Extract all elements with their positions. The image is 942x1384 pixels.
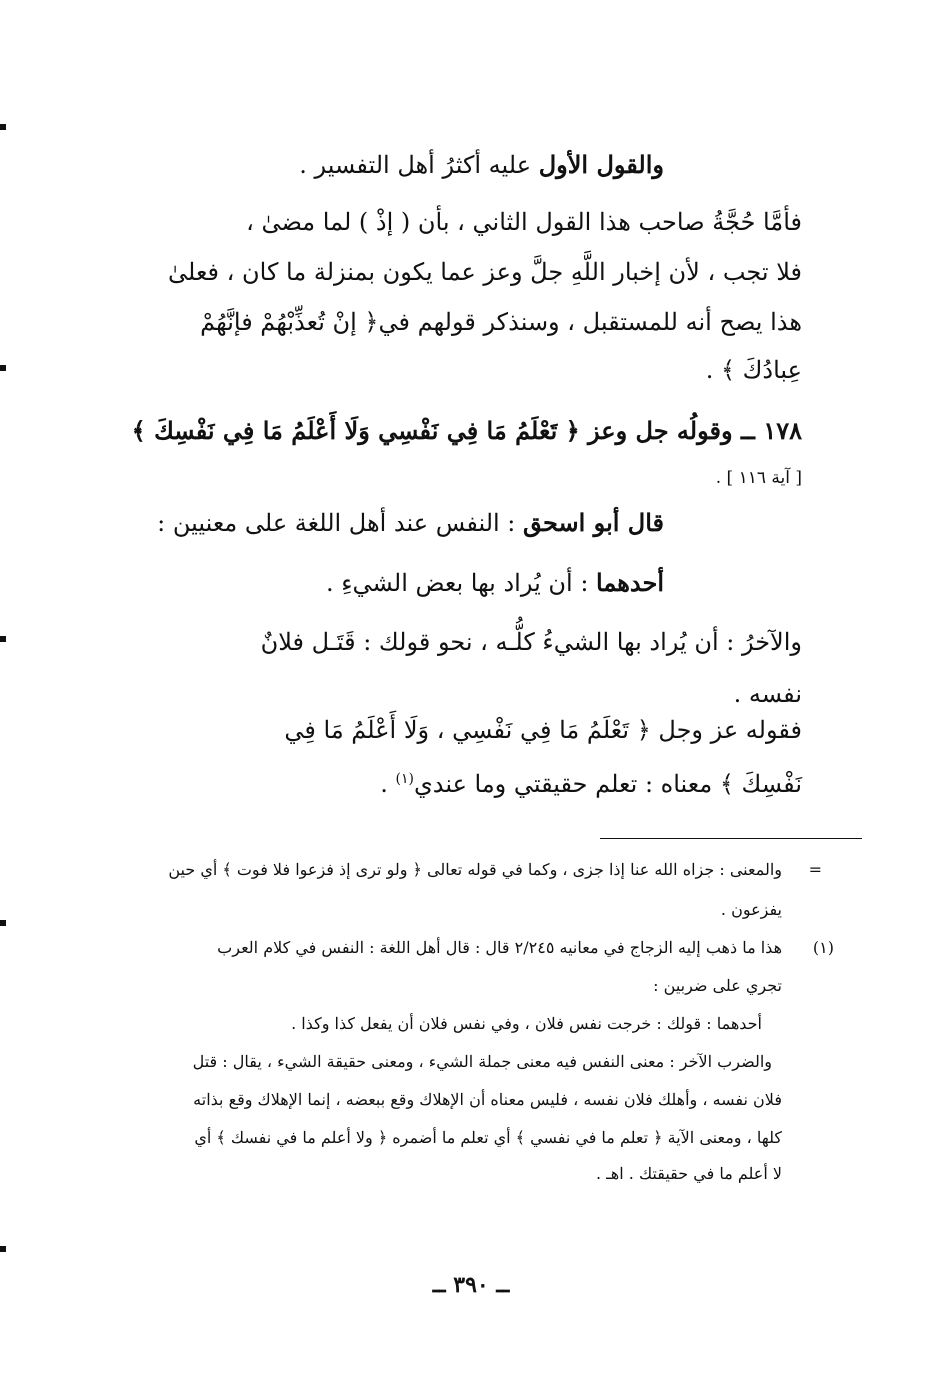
scan-edge-mark (0, 636, 6, 642)
footnote-1-line-5: فلان نفسه ، وأهلك فلان نفسه ، فليس معناه أن الإهلاك وقع ببعضه ، إنما الإهلاك وقع بذاته (193, 1090, 782, 1109)
page-number: ــ ٣٩٠ ــ (432, 1272, 510, 1298)
para1-line-1: فأمَّا حُجَّةُ صاحب هذا القول الثاني ، بأن ( إذْ ) لما مضىٰ ، (246, 208, 802, 236)
para1-line-4: عِبادُكَ ﴾ . (705, 356, 802, 384)
verse-heading: ١٧٨ ــ وقولُه جل وعز ﴿ تَعْلَمُ مَا فِي نَفْسِي وَلَا أَعْلَمُ مَا فِي نَفْسِكَ ﴾ (131, 416, 802, 445)
abu-ishaq-rest: : النفس عند أهل اللغة على معنيين : (157, 509, 516, 537)
first-meaning-bold: أحدهما (596, 568, 664, 597)
footnote-1-line-7: لا أعلم ما في حقيقتك . اهـ . (595, 1164, 782, 1183)
second-meaning-line-2: نفسه . (733, 680, 802, 708)
footnote-1-line-4: والضرب الآخر : معنى النفس فيه معنى جملة الشيء ، ومعنى حقيقة الشيء ، يقال : قتل (192, 1052, 772, 1071)
opening-bold: والقول الأول (538, 150, 664, 179)
continuation-line-2: يفزعون . (720, 900, 782, 919)
scan-edge-mark (0, 124, 6, 130)
first-meaning-line (326, 568, 664, 597)
continuation-line-1: والمعنى : جزاه الله عنا إذا جزى ، وكما في قوله تعالى ﴿ ولو ترى إذ فزعوا فلا فوت ﴾ أي حين (168, 860, 782, 879)
scan-edge-mark (0, 1246, 6, 1252)
footnote-1-line-1: هذا ما ذهب إليه الزجاج في معانيه ٢/٢٤٥ قال : قال أهل اللغة : النفس في كلام العرب (217, 938, 782, 957)
footnote-separator (600, 838, 862, 839)
footnote-1-line-2: تجري على ضربين : (653, 976, 782, 995)
abu-ishaq-bold: قال أبو اسحق (523, 508, 664, 537)
conclusion-line-1: فقوله عز وجل ﴿ تَعْلَمُ مَا فِي نَفْسِي ، وَلَا أَعْلَمُ مَا فِي (284, 716, 802, 744)
para1-line-2: فلا تجب ، لأن إخبار اللَّهِ جلَّ وعز عما يكون بمنزلة ما كان ، فعلىٰ (168, 258, 802, 286)
first-meaning-rest: : أن يُراد بها بعض الشيءِ . (325, 569, 589, 597)
conclusion-line-2 (380, 770, 802, 798)
second-meaning-line-1: والآخرُ : أن يُراد بها الشيءُ كلُّـه ، نحو قولك : قَتَـل فلانٌ (260, 628, 802, 656)
scan-edge-mark (0, 920, 6, 926)
continuation-marker: = (808, 860, 822, 879)
footnote-1-marker: (١) (812, 938, 834, 957)
conclusion-end: . (380, 770, 396, 798)
opening-rest: عليه أكثرُ أهل التفسير . (299, 151, 532, 179)
abu-ishaq-line (157, 508, 664, 537)
footnote-1-line-3: أحدهما : قولك : خرجت نفس فلان ، وفي نفس فلان أن يفعل كذا وكذا . (291, 1014, 762, 1033)
scan-edge-mark (0, 365, 6, 371)
verse-reference: [ آية ١١٦ ] . (715, 468, 802, 488)
footnote-1-line-6: كلها ، ومعنى الآية ﴿ تعلم ما في نفسي ﴾ أي تعلم ما أضمره ﴿ ولا أعلم ما في نفسك ﴾ أي (194, 1128, 782, 1147)
footnote-reference: (١) (395, 771, 414, 787)
conclusion-text: نَفْسِكَ ﴾ معناه : تعلم حقيقتي وما عندي (413, 770, 802, 798)
para1-line-3: هذا يصح أنه للمستقبل ، وسنذكر قولهم في﴿ إنْ تُعذِّبْهُمْ فإنَّهُمْ (200, 308, 802, 336)
opening-line (299, 150, 664, 179)
